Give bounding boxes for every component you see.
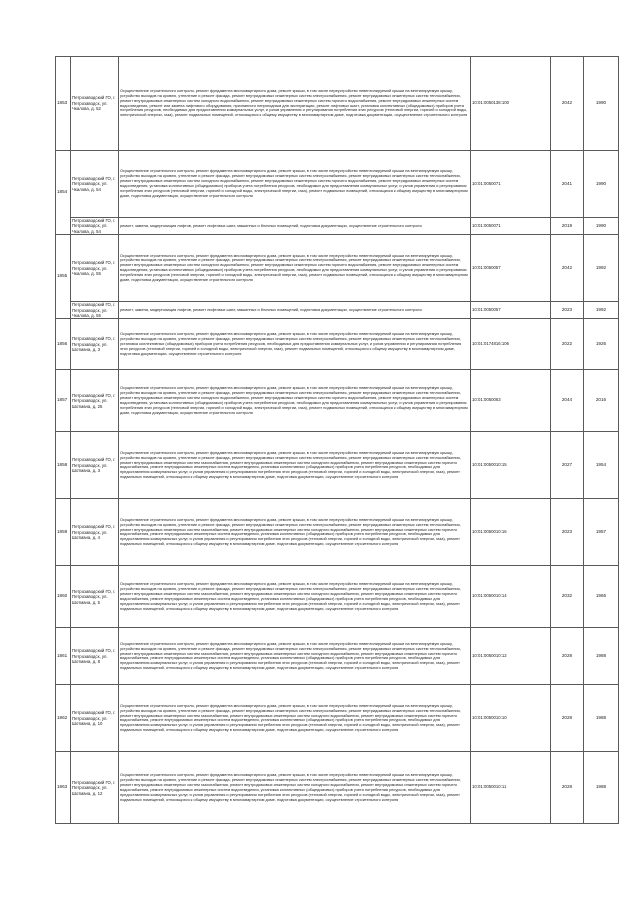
planned-year-cell: 2044 [551, 370, 584, 432]
cadastral-number-cell: 10:01:0050010:15 [471, 432, 551, 499]
works-cell: Осуществление строительного контроля, ремонт фундамента многоквартирного дома, ремонт крыши, в том числе переустройство невентилируемой крыши на вентилируемую крышу, устройство выходов на кровлю, утепление и ремонт фасада, ремонт внутридомовых инженерных систем электроснабжения, ремонт внутридомовых инженерных систем теплоснабжения, ремонт внутридомовых инженерных систем газоснабжения, ремонт внутридомовых инженерных систем холодного водоснабжения, ремонт внутридомовых инженерных систем горячего водоснабжения, ремонт внутридомовых инженерных систем водоотведения, установка коллективных (общедомовых) приборов учета потребления ресурсов, необходимых для предоставления коммунальных услуг, и узлов управления и регулирования потребления этих ресурсов (тепловой энергии, горячей и холодной воды, электрической энергии, газа), ремонт подвальных помещений, относящихся к общему имуществу в многоквартирном доме, подготовка документации, осуществление строительного контроля [119, 752, 471, 824]
capital-repair-table [55, 56, 619, 824]
row-number: 1859 [56, 499, 71, 566]
planned-year-cell: 2022 [551, 319, 584, 370]
table-row [56, 218, 619, 235]
address-cell: Петрозаводский ГО, г. Петрозаводск, ул. Шотмана, д. 4 [71, 499, 119, 566]
planned-year-cell: 2028 [551, 752, 584, 824]
row-number: 1862 [56, 685, 71, 752]
planned-year-cell: 2032 [551, 566, 584, 628]
cadastral-number-cell: 10:01:0050057 [471, 302, 551, 319]
row-number: 1857 [56, 370, 71, 432]
cadastral-number-cell: 10:01:0050063 [471, 370, 551, 432]
build-year-cell: 1990 [584, 57, 619, 151]
row-number: 1856 [56, 319, 71, 370]
build-year-cell: 1954 [584, 432, 619, 499]
planned-year-cell: 2019 [551, 218, 584, 235]
table-row [56, 319, 619, 370]
table-row [56, 432, 619, 499]
build-year-cell: 1957 [584, 499, 619, 566]
works-cell: ремонт, замена, модернизация лифтов, ремонт лифтовых шахт, машинных и блочных помещений, подготовка документации, осуществление строительного контроля [119, 302, 471, 319]
works-cell: Осуществление строительного контроля, ремонт фундамента многоквартирного дома, ремонт крыши, в том числе переустройство невентилируемой крыши на вентилируемую крышу, устройство выходов на кровлю, утепление и ремонт фасада, ремонт внутридомовых инженерных систем электроснабжения, ремонт внутридомовых инженерных систем теплоснабжения, ремонт внутридомовых инженерных систем холодного водоснабжения, ремонт внутридомовых инженерных систем горячего водоснабжения, ремонт внутридомовых инженерных систем водоотведения, установка коллективных (общедомовых) приборов учета потребления ресурсов, необходимых для предоставления коммунальных услуг, и узлов управления и регулирования потребления этих ресурсов (тепловой энергии, горячей и холодной воды, электрической энергии, газа), ремонт подвальных помещений, относящихся к общему имуществу в многоквартирном доме, подготовка документации, осуществление строительного контроля [119, 151, 471, 218]
planned-year-cell: 2028 [551, 685, 584, 752]
cadastral-number-cell: 10:01:0050010:16 [471, 499, 551, 566]
address-cell: Петрозаводский ГО, г. Петрозаводск, ул. Шотмана, д. 12 [71, 752, 119, 824]
cadastral-number-cell: 10:01:0050010:10 [471, 685, 551, 752]
build-year-cell: 1988 [584, 685, 619, 752]
table-row [56, 235, 619, 302]
table-row [56, 370, 619, 432]
address-cell: Петрозаводский ГО, г. Петрозаводск, ул. Чкалова, д. 52 [71, 57, 119, 151]
address-cell: Петрозаводский ГО, г. Петрозаводск, ул. Чкалова, д. 54 [71, 151, 119, 218]
build-year-cell: 1990 [584, 151, 619, 218]
row-number: 1860 [56, 566, 71, 628]
address-cell: Петрозаводский ГО, г. Петрозаводск, ул. Чкалова, д. 55 [71, 235, 119, 302]
build-year-cell: 2016 [584, 370, 619, 432]
row-number: 1855 [56, 235, 71, 319]
works-cell: Осуществление строительного контроля, ремонт фундамента многоквартирного дома, ремонт крыши, в том числе переустройство невентилируемой крыши на вентилируемую крышу, устройство выходов на кровлю, утепление и ремонт фасада, ремонт внутридомовых инженерных систем электроснабжения, ремонт внутридомовых инженерных систем теплоснабжения, ремонт внутридомовых инженерных систем холодного водоснабжения, ремонт внутридомовых инженерных систем горячего водоснабжения, ремонт внутридомовых инженерных систем водоотведения, установка коллективных (общедомовых) приборов учета потребления ресурсов, необходимых для предоставления коммунальных услуг, и узлов управления и регулирования потребления этих ресурсов (тепловой энергии, горячей и холодной воды, электрической энергии, газа), ремонт подвальных помещений, относящихся к общему имуществу в многоквартирном доме, подготовка документации, осуществление строительного контроля [119, 235, 471, 302]
works-cell: Осуществление строительного контроля, ремонт фундамента многоквартирного дома, ремонт крыши, в том числе переустройство невентилируемой крыши на вентилируемую крышу, устройство выходов на кровлю, утепление и ремонт фасада, ремонт внутридомовых инженерных систем электроснабжения, ремонт внутридомовых инженерных систем теплоснабжения, установка коллективных (общедомовых) приборов учета потребления ресурсов, необходимых для предоставления коммунальных услуг, и узлов управления и регулирования потребления этих ресурсов (тепловой энергии, горячей и холодной воды, электрической энергии, газа), ремонт подвальных помещений, относящихся к общему имуществу в многоквартирном доме, подготовка документации, осуществление строительного контроля [119, 319, 471, 370]
planned-year-cell: 2023 [551, 302, 584, 319]
planned-year-cell: 2028 [551, 628, 584, 685]
planned-year-cell: 2027 [551, 432, 584, 499]
table-row [56, 499, 619, 566]
works-cell: ремонт, замена, модернизация лифтов, ремонт лифтовых шахт, машинных и блочных помещений, подготовка документации, осуществление строительного контроля [119, 218, 471, 235]
address-cell: Петрозаводский ГО, г. Петрозаводск, ул. Шотмана, д. 5 [71, 566, 119, 628]
works-cell: Осуществление строительного контроля, ремонт фундамента многоквартирного дома, ремонт крыши, в том числе переустройство невентилируемой крыши на вентилируемую крышу, устройство выходов на кровлю, утепление и ремонт фасада, ремонт внутридомовых инженерных систем электроснабжения, ремонт внутридомовых инженерных систем теплоснабжения, ремонт внутридомовых инженерных систем холодного водоснабжения, ремонт внутридомовых инженерных систем горячего водоснабжения, ремонт внутридомовых инженерных систем водоотведения, установка коллективных (общедомовых) приборов учета потребления ресурсов, необходимых для предоставления коммунальных услуг, и узлов управления и регулирования потребления этих ресурсов (тепловой энергии, горячей и холодной воды, электрической энергии, газа), ремонт подвальных помещений, относящихся к общему имуществу в многоквартирном доме, подготовка документации, осуществление строительного контроля [119, 370, 471, 432]
cadastral-number-cell: 10:01:0050010:11 [471, 752, 551, 824]
row-number: 1853 [56, 57, 71, 151]
cadastral-number-cell: 10:01:0050138:100 [471, 57, 551, 151]
build-year-cell: 1988 [584, 628, 619, 685]
planned-year-cell: 2042 [551, 235, 584, 302]
works-cell: Осуществление строительного контроля, ремонт фундамента многоквартирного дома, ремонт крыши, в том числе переустройство невентилируемой крыши на вентилируемую крышу, устройство выходов на кровлю, утепление и ремонт фасада, ремонт внутридомовых инженерных систем электроснабжения, ремонт внутридомовых инженерных систем теплоснабжения, ремонт внутридомовых инженерных систем газоснабжения, ремонт внутридомовых инженерных систем холодного водоснабжения, ремонт внутридомовых инженерных систем горячего водоснабжения, ремонт внутридомовых инженерных систем водоотведения, установка коллективных (общедомовых) приборов учета потребления ресурсов, необходимых для предоставления коммунальных услуг, и узлов управления и регулирования потребления этих ресурсов (тепловой энергии, горячей и холодной воды, электрической энергии, газа), ремонт подвальных помещений, относящихся к общему имуществу в многоквартирном доме, подготовка документации, осуществление строительного контроля [119, 628, 471, 685]
build-year-cell: 1988 [584, 752, 619, 824]
build-year-cell: 1992 [584, 302, 619, 319]
cadastral-number-cell: 10:01:0050071 [471, 218, 551, 235]
works-cell: Осуществление строительного контроля, ремонт фундамента многоквартирного дома, ремонт крыши, в том числе переустройство невентилируемой крыши на вентилируемую крышу, устройство выходов на кровлю, утепление и ремонт фасада, ремонт внутридомовых инженерных систем электроснабжения, ремонт внутридомовых инженерных систем теплоснабжения, ремонт внутридомовых инженерных систем газоснабжения, ремонт внутридомовых инженерных систем холодного водоснабжения, ремонт внутридомовых инженерных систем горячего водоснабжения, ремонт внутридомовых инженерных систем водоотведения, установка коллективных (общедомовых) приборов учета потребления ресурсов, необходимых для предоставления коммунальных услуг, и узлов управления и регулирования потребления этих ресурсов (тепловой энергии, горячей и холодной воды, электрической энергии, газа), ремонт подвальных помещений, относящихся к общему имуществу в многоквартирном доме, подготовка документации, осуществление строительного контроля [119, 685, 471, 752]
address-cell: Петрозаводский ГО, г. Петрозаводск, ул. Шотмана, д. 25 [71, 370, 119, 432]
works-cell: Осуществление строительного контроля, ремонт фундамента многоквартирного дома, ремонт крыши, в том числе переустройство невентилируемой крыши на вентилируемую крышу, устройство выходов на кровлю, утепление и ремонт фасада, ремонт внутридомовых инженерных систем электроснабжения, ремонт внутридомовых инженерных систем теплоснабжения, ремонт внутридомовых инженерных систем газоснабжения, ремонт внутридомовых инженерных систем холодного водоснабжения, ремонт внутридомовых инженерных систем горячего водоснабжения, ремонт внутридомовых инженерных систем водоотведения, установка коллективных (общедомовых) приборов учета потребления ресурсов, необходимых для предоставления коммунальных услуг, и узлов управления и регулирования потребления этих ресурсов (тепловой энергии, горячей и холодной воды, электрической энергии, газа), ремонт подвальных помещений, относящихся к общему имуществу в многоквартирном доме, подготовка документации, осуществление строительного контроля [119, 432, 471, 499]
cadastral-number-cell: 10:01:0050057 [471, 235, 551, 302]
build-year-cell: 1965 [584, 566, 619, 628]
cadastral-number-cell: 10:01:0050010:14 [471, 566, 551, 628]
works-cell: Осуществление строительного контроля, ремонт фундамента многоквартирного дома, ремонт крыши, в том числе переустройство невентилируемой крыши на вентилируемую крышу, устройство выходов на кровлю, утепление и ремонт фасада, ремонт внутридомовых инженерных систем электроснабжения, ремонт внутридомовых инженерных систем теплоснабжения, ремонт внутридомовых инженерных систем газоснабжения, ремонт внутридомовых инженерных систем холодного водоснабжения, ремонт внутридомовых инженерных систем горячего водоснабжения, ремонт внутридомовых инженерных систем водоотведения, установка коллективных (общедомовых) приборов учета потребления ресурсов, необходимых для предоставления коммунальных услуг, и узлов управления и регулирования потребления этих ресурсов (тепловой энергии, горячей и холодной воды, электрической энергии, газа), ремонт подвальных помещений, относящихся к общему имуществу в многоквартирном доме, подготовка документации, осуществление строительного контроля [119, 566, 471, 628]
table-row [56, 752, 619, 824]
row-number: 1854 [56, 151, 71, 235]
works-cell: Осуществление строительного контроля, ремонт фундамента многоквартирного дома, ремонт крыши, в том числе переустройство невентилируемой крыши на вентилируемую крышу, устройство выходов на кровлю, утепление и ремонт фасада, ремонт внутридомовых инженерных систем электроснабжения, ремонт внутридомовых инженерных систем теплоснабжения, ремонт внутридомовых инженерных систем холодного водоснабжения, ремонт внутридомовых инженерных систем горячего водоснабжения, ремонт внутридомовых инженерных систем водоотведения, ремонт или замена лифтового оборудования, признанного непригодным для эксплуатации, ремонт лифтовых шахт, установка коллективных (общедомовых) приборов учета потребления ресурсов, необходимых для предоставления коммунальных услуг, и узлов управления и регулирования потребления этих ресурсов (тепловой энергии, горячей и холодной воды, электрической энергии, газа), ремонт подвальных помещений, относящихся к общему имуществу в многоквартирном доме, подготовка документации, осуществление строительного контроля [119, 57, 471, 151]
cadastral-number-cell: 10:01:0050071 [471, 151, 551, 218]
table-row [56, 151, 619, 218]
planned-year-cell: 2041 [551, 151, 584, 218]
cadastral-number-cell: 10:01:0050010:12 [471, 628, 551, 685]
build-year-cell: 1926 [584, 319, 619, 370]
address-cell: Петрозаводский ГО, г. Петрозаводск, ул. Чкалова, д. 54 [71, 218, 119, 235]
table-row [56, 628, 619, 685]
planned-year-cell: 2023 [551, 499, 584, 566]
row-number: 1858 [56, 432, 71, 499]
cadastral-number-cell: 10:01:0174816:106 [471, 319, 551, 370]
address-cell: Петрозаводский ГО, г. Петрозаводск, ул. Шотмана, д. 3 [71, 319, 119, 370]
table-row [56, 566, 619, 628]
table-body [56, 57, 619, 824]
build-year-cell: 1990 [584, 218, 619, 235]
row-number: 1863 [56, 752, 71, 824]
build-year-cell: 1992 [584, 235, 619, 302]
address-cell: Петрозаводский ГО, г. Петрозаводск, ул. Шотмана, д. 10 [71, 685, 119, 752]
address-cell: Петрозаводский ГО, г. Петрозаводск, ул. Шотмана, д. 8 [71, 628, 119, 685]
address-cell: Петрозаводский ГО, г. Петрозаводск, ул. Шотмана, д. 3 [71, 432, 119, 499]
planned-year-cell: 2042 [551, 57, 584, 151]
table-row [56, 685, 619, 752]
table-row [56, 302, 619, 319]
table-row [56, 57, 619, 151]
row-number: 1861 [56, 628, 71, 685]
works-cell: Осуществление строительного контроля, ремонт фундамента многоквартирного дома, ремонт крыши, в том числе переустройство невентилируемой крыши на вентилируемую крышу, устройство выходов на кровлю, утепление и ремонт фасада, ремонт внутридомовых инженерных систем электроснабжения, ремонт внутридомовых инженерных систем теплоснабжения, ремонт внутридомовых инженерных систем газоснабжения, ремонт внутридомовых инженерных систем холодного водоснабжения, ремонт внутридомовых инженерных систем горячего водоснабжения, ремонт внутридомовых инженерных систем водоотведения, установка коллективных (общедомовых) приборов учета потребления ресурсов, необходимых для предоставления коммунальных услуг, и узлов управления и регулирования потребления этих ресурсов (тепловой энергии, горячей и холодной воды, электрической энергии, газа), ремонт подвальных помещений, относящихся к общему имуществу в многоквартирном доме, подготовка документации, осуществление строительного контроля [119, 499, 471, 566]
address-cell: Петрозаводский ГО, г. Петрозаводск, ул. Чкалова, д. 55 [71, 302, 119, 319]
